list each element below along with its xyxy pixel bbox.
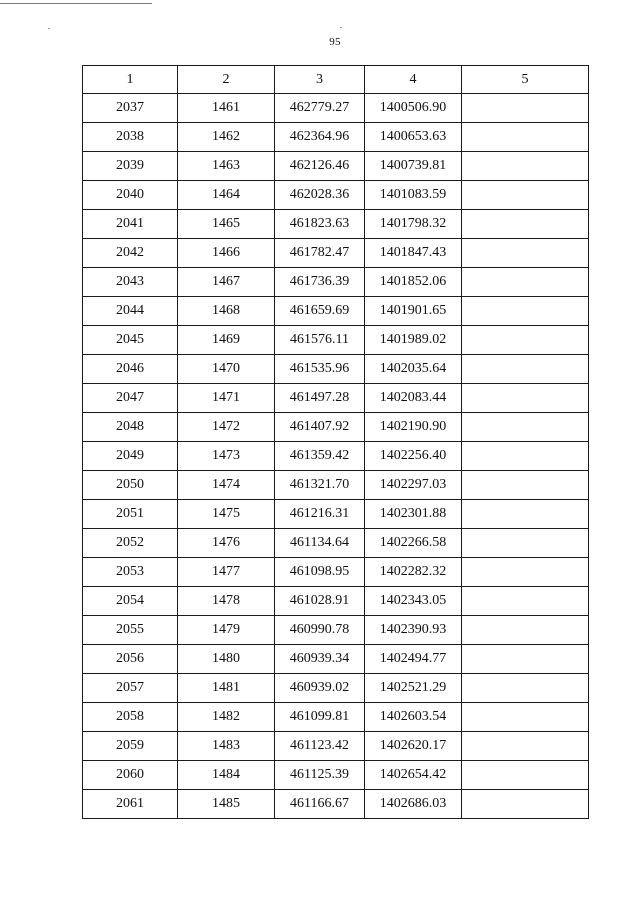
page-number: 95 (329, 36, 341, 48)
x-coordinate-cell: 461321.70 (275, 471, 365, 500)
row-number-cell: 2049 (83, 442, 178, 471)
table-row (83, 94, 589, 123)
note-cell (462, 558, 589, 587)
table-row (83, 471, 589, 500)
row-number-cell: 2059 (83, 732, 178, 761)
row-number-cell: 2055 (83, 616, 178, 645)
y-coordinate-cell: 1401847.43 (365, 239, 462, 268)
point-number-cell: 1467 (178, 268, 275, 297)
row-number-cell: 2061 (83, 790, 178, 819)
table-row (83, 239, 589, 268)
row-number-cell: 2043 (83, 268, 178, 297)
y-coordinate-cell: 1402494.77 (365, 645, 462, 674)
note-cell (462, 616, 589, 645)
y-coordinate-cell: 1401083.59 (365, 181, 462, 210)
note-cell (462, 152, 589, 181)
table-row (83, 355, 589, 384)
x-coordinate-cell: 461359.42 (275, 442, 365, 471)
note-cell (462, 181, 589, 210)
point-number-cell: 1469 (178, 326, 275, 355)
x-coordinate-cell: 461736.39 (275, 268, 365, 297)
table-row (83, 210, 589, 239)
y-coordinate-cell: 1402035.64 (365, 355, 462, 384)
y-coordinate-cell: 1400739.81 (365, 152, 462, 181)
table-row (83, 558, 589, 587)
note-cell (462, 123, 589, 152)
y-coordinate-cell: 1402686.03 (365, 790, 462, 819)
y-coordinate-cell: 1400653.63 (365, 123, 462, 152)
x-coordinate-cell: 461497.28 (275, 384, 365, 413)
point-number-cell: 1478 (178, 587, 275, 616)
table-row (83, 297, 589, 326)
row-number-cell: 2056 (83, 645, 178, 674)
x-coordinate-cell: 461099.81 (275, 703, 365, 732)
note-cell (462, 761, 589, 790)
point-number-cell: 1485 (178, 790, 275, 819)
table-row (83, 529, 589, 558)
point-number-cell: 1474 (178, 471, 275, 500)
x-coordinate-cell: 461823.63 (275, 210, 365, 239)
x-coordinate-cell: 461216.31 (275, 500, 365, 529)
y-coordinate-cell: 1401989.02 (365, 326, 462, 355)
row-number-cell: 2050 (83, 471, 178, 500)
x-coordinate-cell: 461166.67 (275, 790, 365, 819)
column-header-3: 3 (275, 66, 365, 94)
point-number-cell: 1466 (178, 239, 275, 268)
table-row (83, 413, 589, 442)
x-coordinate-cell: 462126.46 (275, 152, 365, 181)
row-number-cell: 2041 (83, 210, 178, 239)
y-coordinate-cell: 1402343.05 (365, 587, 462, 616)
y-coordinate-cell: 1402603.54 (365, 703, 462, 732)
column-header-5: 5 (462, 66, 589, 94)
x-coordinate-cell: 462364.96 (275, 123, 365, 152)
note-cell (462, 500, 589, 529)
row-number-cell: 2060 (83, 761, 178, 790)
row-number-cell: 2047 (83, 384, 178, 413)
point-number-cell: 1471 (178, 384, 275, 413)
point-number-cell: 1468 (178, 297, 275, 326)
table-header (83, 66, 589, 94)
point-number-cell: 1476 (178, 529, 275, 558)
row-number-cell: 2048 (83, 413, 178, 442)
y-coordinate-cell: 1402654.42 (365, 761, 462, 790)
scan-speck (48, 28, 50, 29)
row-number-cell: 2045 (83, 326, 178, 355)
row-number-cell: 2058 (83, 703, 178, 732)
row-number-cell: 2044 (83, 297, 178, 326)
row-number-cell: 2038 (83, 123, 178, 152)
point-number-cell: 1483 (178, 732, 275, 761)
point-number-cell: 1477 (178, 558, 275, 587)
column-header-4: 4 (365, 66, 462, 94)
x-coordinate-cell: 461782.47 (275, 239, 365, 268)
scan-top-rule (0, 3, 152, 4)
table-row (83, 326, 589, 355)
x-coordinate-cell: 461028.91 (275, 587, 365, 616)
point-number-cell: 1463 (178, 152, 275, 181)
x-coordinate-cell: 461407.92 (275, 413, 365, 442)
y-coordinate-cell: 1401852.06 (365, 268, 462, 297)
row-number-cell: 2039 (83, 152, 178, 181)
y-coordinate-cell: 1402297.03 (365, 471, 462, 500)
point-number-cell: 1472 (178, 413, 275, 442)
y-coordinate-cell: 1402521.29 (365, 674, 462, 703)
coordinates-table (82, 65, 589, 819)
point-number-cell: 1480 (178, 645, 275, 674)
scan-speck (340, 27, 342, 28)
x-coordinate-cell: 461125.39 (275, 761, 365, 790)
table-row (83, 268, 589, 297)
x-coordinate-cell: 461098.95 (275, 558, 365, 587)
x-coordinate-cell: 462779.27 (275, 94, 365, 123)
y-coordinate-cell: 1401901.65 (365, 297, 462, 326)
note-cell (462, 326, 589, 355)
table-row (83, 645, 589, 674)
table-row (83, 384, 589, 413)
point-number-cell: 1465 (178, 210, 275, 239)
row-number-cell: 2042 (83, 239, 178, 268)
row-number-cell: 2037 (83, 94, 178, 123)
table-row (83, 500, 589, 529)
x-coordinate-cell: 461576.11 (275, 326, 365, 355)
y-coordinate-cell: 1402282.32 (365, 558, 462, 587)
point-number-cell: 1464 (178, 181, 275, 210)
note-cell (462, 674, 589, 703)
x-coordinate-cell: 462028.36 (275, 181, 365, 210)
note-cell (462, 268, 589, 297)
table-row (83, 587, 589, 616)
row-number-cell: 2052 (83, 529, 178, 558)
x-coordinate-cell: 461659.69 (275, 297, 365, 326)
y-coordinate-cell: 1402190.90 (365, 413, 462, 442)
column-header-2: 2 (178, 66, 275, 94)
y-coordinate-cell: 1400506.90 (365, 94, 462, 123)
note-cell (462, 790, 589, 819)
row-number-cell: 2040 (83, 181, 178, 210)
row-number-cell: 2046 (83, 355, 178, 384)
note-cell (462, 355, 589, 384)
point-number-cell: 1482 (178, 703, 275, 732)
y-coordinate-cell: 1402390.93 (365, 616, 462, 645)
x-coordinate-cell: 461123.42 (275, 732, 365, 761)
x-coordinate-cell: 460939.34 (275, 645, 365, 674)
table-row (83, 732, 589, 761)
y-coordinate-cell: 1401798.32 (365, 210, 462, 239)
table-row (83, 181, 589, 210)
point-number-cell: 1473 (178, 442, 275, 471)
y-coordinate-cell: 1402620.17 (365, 732, 462, 761)
note-cell (462, 413, 589, 442)
x-coordinate-cell: 460939.02 (275, 674, 365, 703)
point-number-cell: 1470 (178, 355, 275, 384)
table-row (83, 616, 589, 645)
row-number-cell: 2053 (83, 558, 178, 587)
point-number-cell: 1462 (178, 123, 275, 152)
table-row (83, 152, 589, 181)
y-coordinate-cell: 1402301.88 (365, 500, 462, 529)
row-number-cell: 2054 (83, 587, 178, 616)
note-cell (462, 732, 589, 761)
table-row (83, 123, 589, 152)
note-cell (462, 442, 589, 471)
y-coordinate-cell: 1402266.58 (365, 529, 462, 558)
table-body (83, 94, 589, 819)
table-row (83, 761, 589, 790)
note-cell (462, 703, 589, 732)
y-coordinate-cell: 1402083.44 (365, 384, 462, 413)
x-coordinate-cell: 460990.78 (275, 616, 365, 645)
table-row (83, 442, 589, 471)
point-number-cell: 1475 (178, 500, 275, 529)
table-row (83, 790, 589, 819)
note-cell (462, 384, 589, 413)
point-number-cell: 1461 (178, 94, 275, 123)
note-cell (462, 471, 589, 500)
table-row (83, 703, 589, 732)
note-cell (462, 94, 589, 123)
row-number-cell: 2057 (83, 674, 178, 703)
note-cell (462, 210, 589, 239)
x-coordinate-cell: 461134.64 (275, 529, 365, 558)
header-row (83, 66, 589, 94)
note-cell (462, 529, 589, 558)
point-number-cell: 1479 (178, 616, 275, 645)
note-cell (462, 297, 589, 326)
note-cell (462, 239, 589, 268)
x-coordinate-cell: 461535.96 (275, 355, 365, 384)
column-header-1: 1 (83, 66, 178, 94)
point-number-cell: 1484 (178, 761, 275, 790)
note-cell (462, 645, 589, 674)
table-row (83, 674, 589, 703)
point-number-cell: 1481 (178, 674, 275, 703)
row-number-cell: 2051 (83, 500, 178, 529)
y-coordinate-cell: 1402256.40 (365, 442, 462, 471)
note-cell (462, 587, 589, 616)
